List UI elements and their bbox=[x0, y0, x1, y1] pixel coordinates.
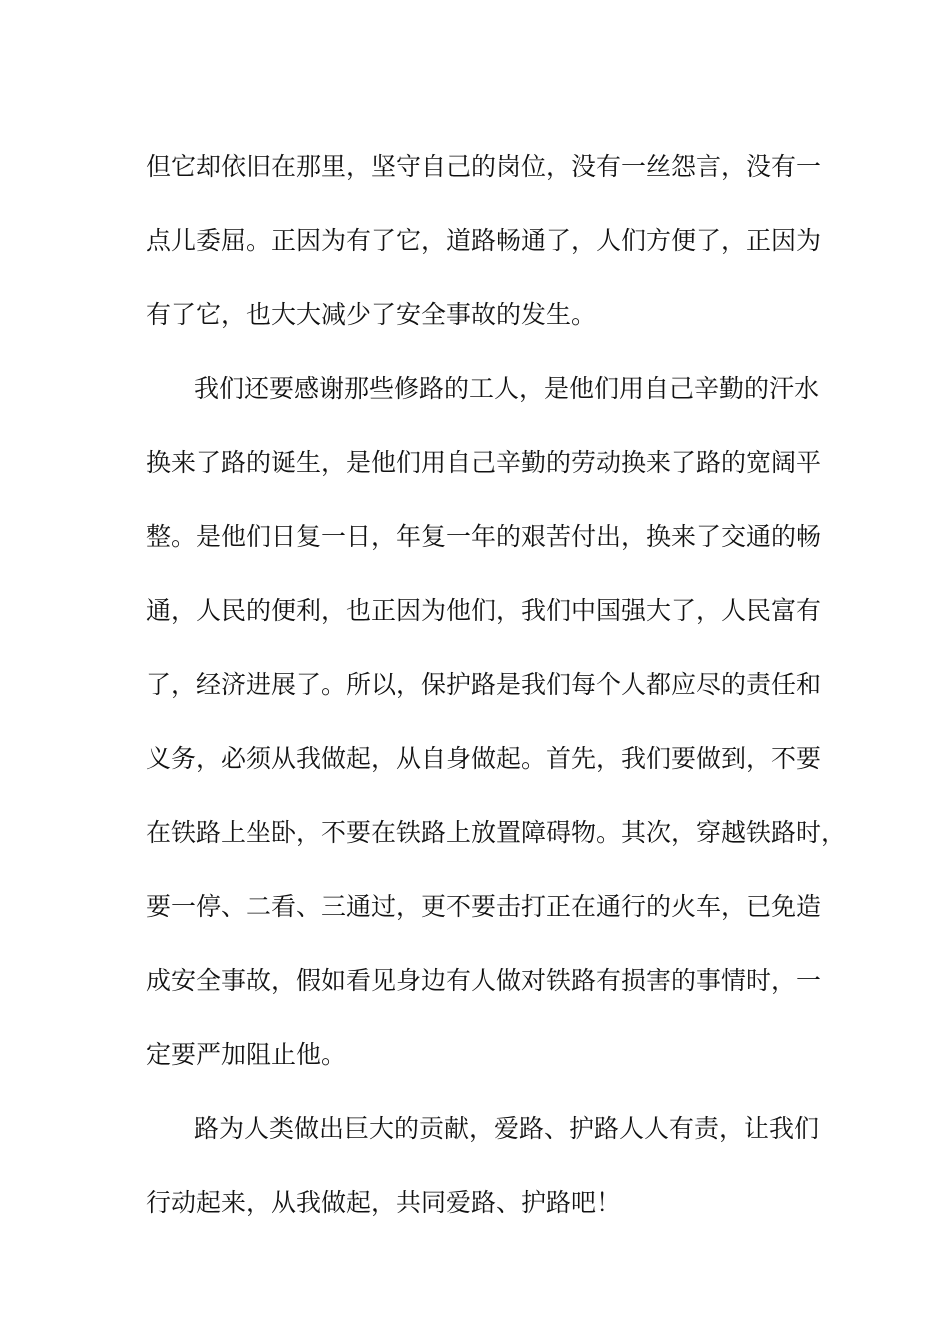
text-line: 通，人民的便利，也正因为他们，我们中国强大了，人民富有 bbox=[146, 596, 822, 625]
text-line: 换来了路的诞生，是他们用自己辛勤的劳动换来了路的宽阔平 bbox=[146, 448, 822, 477]
body-text bbox=[146, 130, 847, 1240]
paragraph-start-line: 路为人类做出巨大的贡献，爱路、护路人人有责，让我们 bbox=[194, 1114, 820, 1143]
text-line: 行动起来，从我做起，共同爱路、护路吧！ bbox=[146, 1188, 622, 1217]
text-line: 成安全事故，假如看见身边有人做对铁路有损害的事情时，一 bbox=[146, 966, 822, 995]
text-line: 有了它，也大大减少了安全事故的发生。 bbox=[146, 300, 597, 329]
text-line: 点儿委屈。正因为有了它，道路畅通了，人们方便了，正因为 bbox=[146, 226, 822, 255]
text-line: 要一停、二看、三通过，更不要击打正在通行的火车，已免造 bbox=[146, 892, 822, 921]
text-line: 定要严加阻止他。 bbox=[146, 1040, 347, 1069]
text-line: 义务，必须从我做起，从自身做起。首先，我们要做到，不要 bbox=[146, 744, 822, 773]
paragraph-start-line: 我们还要感谢那些修路的工人，是他们用自己辛勤的汗水 bbox=[194, 374, 820, 403]
text-line: 整。是他们日复一日，年复一年的艰苦付出，换来了交通的畅 bbox=[146, 522, 822, 551]
text-line: 在铁路上坐卧，不要在铁路上放置障碍物。其次，穿越铁路时， bbox=[146, 818, 847, 847]
text-line: 了，经济进展了。所以，保护路是我们每个人都应尽的责任和 bbox=[146, 670, 822, 699]
text-line: 但它却依旧在那里，坚守自己的岗位，没有一丝怨言，没有一 bbox=[146, 152, 822, 181]
